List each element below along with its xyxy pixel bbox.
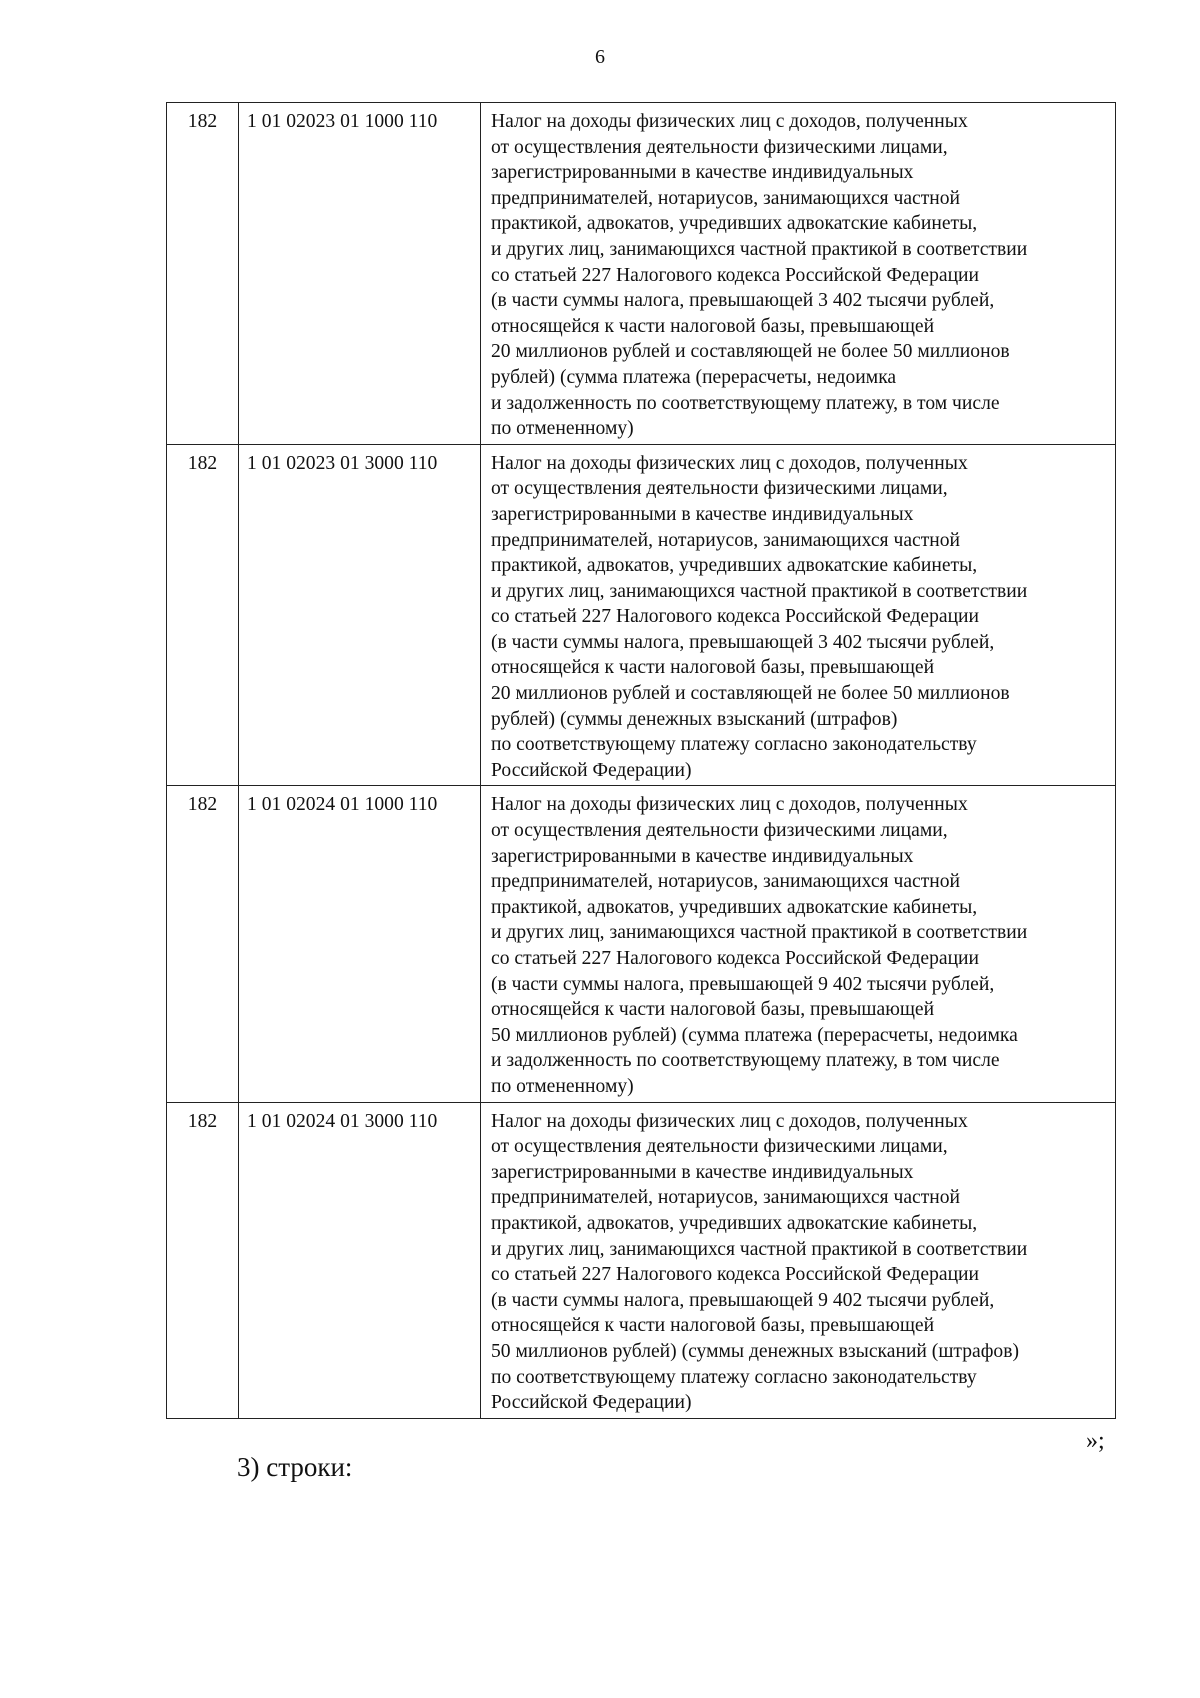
income-name-line: предпринимателей, нотариусов, занимающихся частной <box>491 187 961 209</box>
income-name-line: зарегистрированными в качестве индивидуальных <box>491 845 914 867</box>
income-name-line: (в части суммы налога, превышающей 3 402 тысячи рублей, <box>491 631 995 653</box>
income-name-line: по соответствующему платежу согласно законодательству <box>491 734 977 756</box>
income-name-line: предпринимателей, нотариусов, занимающихся частной <box>491 1187 961 1209</box>
budget-code-cell: 1 01 02024 01 3000 110 <box>239 1102 481 1418</box>
income-name-line: со статьей 227 Налогового кодекса Российской Федерации <box>491 1264 980 1286</box>
income-name-line: (в части суммы налога, превышающей 3 402 тысячи рублей, <box>491 290 995 312</box>
admin-code-cell: 182 <box>167 1102 239 1418</box>
income-name-cell <box>481 1102 1116 1418</box>
income-name-line: и других лиц, занимающихся частной практикой в соответствии <box>491 238 1028 260</box>
income-name-line: рублей) (сумма платежа (перерасчеты, недоимка <box>491 366 897 388</box>
income-name-line: 50 миллионов рублей) (сумма платежа (перерасчеты, недоимка <box>491 1024 1018 1046</box>
income-name-line: относящейся к части налоговой базы, превышающей <box>491 657 935 679</box>
income-name-line: и других лиц, занимающихся частной практикой в соответствии <box>491 1238 1028 1260</box>
budget-code-cell: 1 01 02023 01 1000 110 <box>239 103 481 445</box>
income-name-line: практикой, адвокатов, учредивших адвокатские кабинеты, <box>491 213 978 235</box>
income-name-line: предпринимателей, нотариусов, занимающихся частной <box>491 871 961 893</box>
admin-code-cell: 182 <box>167 103 239 445</box>
income-name-line: зарегистрированными в качестве индивидуальных <box>491 1161 914 1183</box>
income-name-line: со статьей 227 Налогового кодекса Российской Федерации <box>491 264 980 286</box>
income-name-line: практикой, адвокатов, учредивших адвокатские кабинеты, <box>491 1212 978 1234</box>
table-row <box>167 786 1116 1102</box>
income-name-line: Налог на доходы физических лиц с доходов, полученных <box>491 794 968 816</box>
income-name-line: и задолженность по соответствующему платежу, в том числе <box>491 1050 1000 1072</box>
income-name-line: от осуществления деятельности физическими лицами, <box>491 820 948 842</box>
income-name-line: со статьей 227 Налогового кодекса Российской Федерации <box>491 606 980 628</box>
income-name-line: (в части суммы налога, превышающей 9 402 тысячи рублей, <box>491 973 995 995</box>
admin-code-cell: 182 <box>167 444 239 786</box>
income-name-line: 20 миллионов рублей и составляющей не более 50 миллионов <box>491 341 1010 363</box>
income-name-line: практикой, адвокатов, учредивших адвокатские кабинеты, <box>491 555 978 577</box>
income-name-line: со статьей 227 Налогового кодекса Российской Федерации <box>491 948 980 969</box>
income-name-line: по отмененному) <box>491 1075 634 1097</box>
page-number: 6 <box>595 46 605 68</box>
table-body <box>167 103 1116 1419</box>
admin-code-cell: 182 <box>167 786 239 1102</box>
income-name-line: Налог на доходы физических лиц с доходов, полученных <box>491 1110 968 1132</box>
income-name-line: Российской Федерации) <box>491 1392 692 1414</box>
income-name-line: зарегистрированными в качестве индивидуальных <box>491 162 914 184</box>
item-heading: 3) строки: <box>237 1452 353 1482</box>
income-name-line: практикой, адвокатов, учредивших адвокатские кабинеты, <box>491 896 978 918</box>
closing-quote: »; <box>1086 1428 1105 1454</box>
income-name-line: 20 миллионов рублей и составляющей не более 50 миллионов <box>491 683 1010 705</box>
income-name-line: Налог на доходы физических лиц с доходов, полученных <box>491 111 968 132</box>
budget-code-cell: 1 01 02024 01 1000 110 <box>239 786 481 1102</box>
income-name-line: Налог на доходы физических лиц с доходов, полученных <box>491 452 968 474</box>
budget-code-cell: 1 01 02023 01 3000 110 <box>239 444 481 786</box>
income-name-line: Российской Федерации) <box>491 759 692 781</box>
budget-classification-table <box>166 102 1116 1419</box>
income-name-cell <box>481 444 1116 786</box>
income-name-line: по соответствующему платежу согласно законодательству <box>491 1366 977 1388</box>
income-name-line: от осуществления деятельности физическими лицами, <box>491 478 948 500</box>
table-row <box>167 444 1116 786</box>
table-row <box>167 1102 1116 1418</box>
income-name-line: (в части суммы налога, превышающей 9 402 тысячи рублей, <box>491 1289 995 1311</box>
income-name-line: от осуществления деятельности физическими лицами, <box>491 1136 948 1158</box>
income-name-line: зарегистрированными в качестве индивидуальных <box>491 503 914 525</box>
income-name-line: относящейся к части налоговой базы, превышающей <box>491 999 935 1021</box>
income-name-line: предпринимателей, нотариусов, занимающихся частной <box>491 529 961 551</box>
income-name-line: от осуществления деятельности физическими лицами, <box>491 136 948 158</box>
income-name-line: 50 миллионов рублей) (суммы денежных взысканий (штрафов) <box>491 1340 1019 1362</box>
income-name-line: относящейся к части налоговой базы, превышающей <box>491 315 935 337</box>
income-name-line: относящейся к части налоговой базы, превышающей <box>491 1315 935 1337</box>
income-name-cell <box>481 103 1116 445</box>
income-name-cell <box>481 786 1116 1102</box>
income-name-line: по отмененному) <box>491 418 634 440</box>
income-name-line: и задолженность по соответствующему платежу, в том числе <box>491 392 1000 414</box>
table-row <box>167 103 1116 445</box>
income-name-line: и других лиц, занимающихся частной практикой в соответствии <box>491 580 1028 602</box>
income-name-line: рублей) (суммы денежных взысканий (штрафов) <box>491 708 898 730</box>
income-name-line: и других лиц, занимающихся частной практикой в соответствии <box>491 922 1028 944</box>
